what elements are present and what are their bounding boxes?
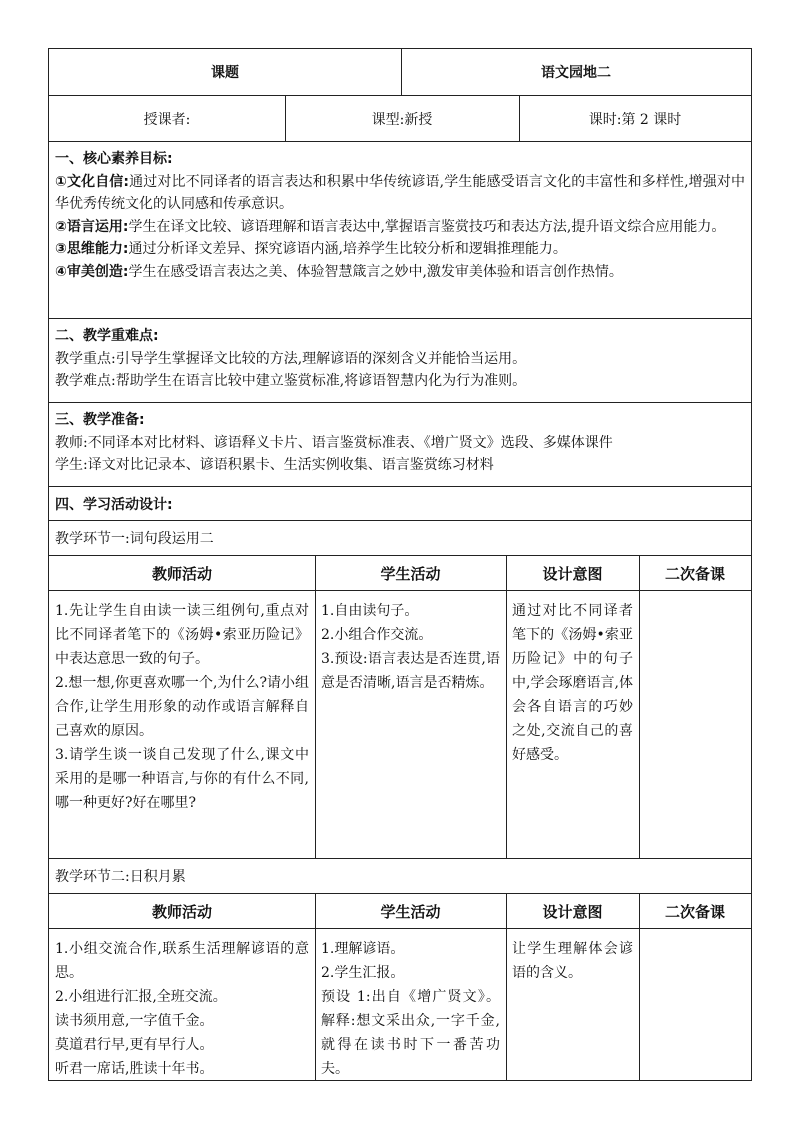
stage1-intent-cell xyxy=(506,591,639,858)
lesson-period: 课时:第 2 课时 xyxy=(588,111,682,128)
section-title: 三、教学准备: xyxy=(55,412,145,428)
goal-label: ②语言运用: xyxy=(55,218,129,235)
stage1-title-row xyxy=(48,520,752,555)
stage2-student-cell xyxy=(315,929,506,1080)
key-point-line: 教学重点:引导学生掌握译文比较的方法,理解谚语的深刻含义并能恰当运用。 xyxy=(55,350,527,367)
proverb-line: 读书须用意,一字值千金。 xyxy=(55,1013,214,1029)
intent-text: 通过对比不同译者笔下的《汤姆•索亚历险记》中的句子中,学会琢磨语言,体会各自语言的巧妙之处,交流自己的喜好感受。 xyxy=(512,603,633,763)
goal-label: ③思维能力: xyxy=(55,241,129,257)
proverb-line: 莫道君行早,更有早行人。 xyxy=(55,1037,214,1053)
key-point-line: 教学难点:帮助学生在语言比较中建立鉴赏标准,将谚语智慧内化为行为准则。 xyxy=(55,373,527,389)
teacher-step: 2.小组进行汇报,全班交流。 xyxy=(55,989,227,1005)
stage2-intent-cell xyxy=(506,929,639,1080)
student-step: 2.学生汇报。 xyxy=(321,965,405,981)
topic-value: 语文园地二 xyxy=(541,65,611,81)
student-step: 1.自由读句子。 xyxy=(321,603,419,619)
col-intent: 设计意图 xyxy=(542,564,603,583)
stage1-teacher-cell xyxy=(49,591,315,858)
student-step: 3.预设:语言表达是否连贯,语意是否清晰,语言是否精炼。 xyxy=(321,651,500,691)
stage1-title: 教学环节一:词句段运用二 xyxy=(55,531,214,547)
goal-text: 学生在译文比较、谚语理解和语言表达中,掌握语言鉴赏技巧和表达方法,提升语文综合应用能力。 xyxy=(128,218,726,235)
lesson-type: 课型:新授 xyxy=(371,111,433,128)
stage1-body-row xyxy=(48,590,752,858)
section-activities xyxy=(48,486,752,520)
section-preparation xyxy=(48,402,752,486)
col-teacher: 教师活动 xyxy=(151,902,212,921)
col-intent: 设计意图 xyxy=(542,902,603,921)
col-student: 学生活动 xyxy=(380,564,441,583)
core-goals-block xyxy=(49,142,751,283)
teacher-step: 2.想一想,你更喜欢哪一个,为什么?请小组合作,让学生用形象的动作或语言解释自己喜欢的原因。 xyxy=(55,675,309,739)
goal-item xyxy=(55,216,745,239)
meta-row xyxy=(48,95,752,141)
stage1-prep-cell[interactable] xyxy=(639,591,751,858)
stage2-header-row xyxy=(48,893,752,928)
goal-label: ①文化自信: xyxy=(55,173,130,190)
student-step: 1.理解谚语。 xyxy=(321,941,405,957)
topic-row xyxy=(48,48,752,95)
goal-text: 学生在感受语言表达之美、体验智慧箴言之妙中,激发审美体验和语言创作热情。 xyxy=(128,263,623,280)
goal-item xyxy=(55,261,745,284)
intent-text: 让学生理解体会谚语的含义。 xyxy=(512,941,633,981)
teacher-step: 1.小组交流合作,联系生活理解谚语的意思。 xyxy=(55,941,309,981)
stage2-body-row xyxy=(48,928,752,1081)
teacher-step: 3.请学生谈一谈自己发现了什么,课文中采用的是哪一种语言,与你的有什么不同,哪一种更好?好在哪里? xyxy=(55,747,309,811)
preparation-line: 学生:译文对比记录本、谚语积累卡、生活实例收集、语言鉴赏练习材料 xyxy=(55,457,494,473)
teacher-step: 1.先让学生自由读一读三组例句,重点对比不同译者笔下的《汤姆•索亚历险记》中表达意思一致的句子。 xyxy=(55,603,309,667)
goal-item xyxy=(55,171,745,216)
key-points-block xyxy=(49,319,751,393)
section-title: 二、教学重难点: xyxy=(55,328,159,344)
goal-text: 通过对比不同译者的语言表达和积累中华传统谚语,学生能感受语言文化的丰富性和多样性,增强对中华优秀传统文化的认同感和传承意识。 xyxy=(55,173,746,212)
section-title: 一、核心素养目标: xyxy=(55,151,173,167)
goal-item xyxy=(55,238,745,261)
student-step: 2.小组合作交流。 xyxy=(321,627,433,643)
goal-text: 通过分析译文差异、探究谚语内涵,培养学生比较分析和逻辑推理能力。 xyxy=(128,241,567,257)
stage2-prep-cell[interactable] xyxy=(639,929,751,1080)
stage1-student-cell xyxy=(315,591,506,858)
stage2-title: 教学环节二:日积月累 xyxy=(55,869,186,885)
goal-label: ④审美创造: xyxy=(55,263,129,280)
stage1-header-row xyxy=(48,555,752,590)
col-prep: 二次备课 xyxy=(664,902,725,921)
preparation-block xyxy=(49,403,751,477)
section-title: 四、学习活动设计: xyxy=(55,496,173,513)
section-core-goals xyxy=(48,141,752,318)
section-key-points xyxy=(48,318,752,402)
col-student: 学生活动 xyxy=(380,902,441,921)
col-teacher: 教师活动 xyxy=(151,564,212,583)
col-prep: 二次备课 xyxy=(664,564,725,583)
preparation-line: 教师:不同译本对比材料、谚语释义卡片、语言鉴赏标准表、《增广贤文》选段、多媒体课件 xyxy=(55,434,613,451)
proverb-line: 听君一席话,胜读十年书。 xyxy=(55,1061,214,1077)
stage2-title-row xyxy=(48,858,752,893)
teacher-label: 授课者: xyxy=(143,111,191,128)
topic-label: 课题 xyxy=(211,65,239,81)
student-step: 预设 1:出自《增广贤文》。解释:想文采出众,一字千金,就得在读书时下一番苦功夫。 xyxy=(321,989,500,1077)
stage2-teacher-cell xyxy=(49,929,315,1080)
